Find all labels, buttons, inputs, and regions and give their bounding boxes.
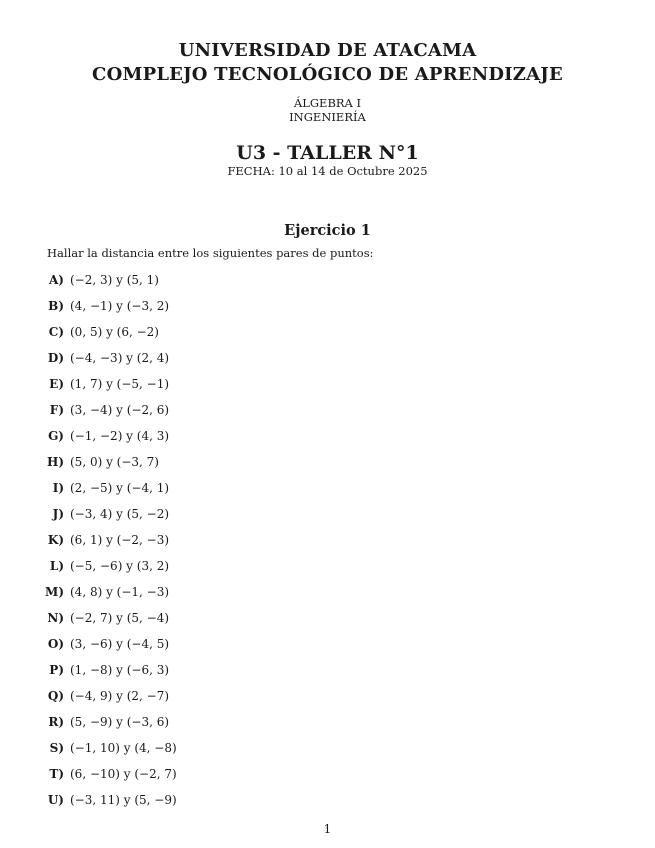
item-label: U) <box>47 793 64 807</box>
item-points: (0, 5) y (6, −2) <box>70 325 159 339</box>
list-item <box>30 374 177 400</box>
list-item <box>30 348 177 374</box>
item-label: T) <box>49 767 64 781</box>
list-item <box>30 504 177 530</box>
list-item <box>30 426 177 452</box>
item-label: F) <box>49 403 64 417</box>
item-points: (5, −9) y (−3, 6) <box>70 715 170 729</box>
item-points: (4, −1) y (−3, 2) <box>70 299 170 313</box>
page-title: U3 - TALLER N°1 <box>236 142 419 164</box>
item-label: Q) <box>47 689 64 703</box>
item-label: A) <box>49 273 64 287</box>
item-points: (−1, −2) y (4, 3) <box>70 429 170 443</box>
institution-subtitle: COMPLEJO TECNOLÓGICO DE APRENDIZAJE <box>92 64 563 85</box>
list-item <box>30 790 177 816</box>
item-points: (3, −4) y (−2, 6) <box>70 403 170 417</box>
item-points: (5, 0) y (−3, 7) <box>70 455 159 469</box>
item-label: K) <box>47 533 64 547</box>
list-item <box>30 296 177 322</box>
list-item <box>30 738 177 764</box>
course-name: ÁLGEBRA I <box>293 96 362 110</box>
list-item <box>30 556 177 582</box>
item-points: (−4, −3) y (2, 4) <box>70 351 170 365</box>
institution-name: UNIVERSIDAD DE ATACAMA <box>178 40 477 61</box>
list-item <box>30 400 177 426</box>
item-points: (6, −10) y (−2, 7) <box>70 767 177 781</box>
item-points: (−3, 4) y (5, −2) <box>70 507 170 521</box>
item-label: P) <box>49 663 64 677</box>
item-label: D) <box>47 351 64 365</box>
item-points: (−4, 9) y (2, −7) <box>70 689 170 703</box>
item-label: B) <box>48 299 64 313</box>
item-points: (−2, 7) y (5, −4) <box>70 611 170 625</box>
item-points: (−2, 3) y (5, 1) <box>70 273 159 287</box>
program-name: INGENIERÍA <box>289 110 366 124</box>
list-item <box>30 712 177 738</box>
item-label: E) <box>49 377 64 391</box>
item-points: (−3, 11) y (5, −9) <box>70 793 177 807</box>
item-points: (−5, −6) y (3, 2) <box>70 559 170 573</box>
exercise-instruction: Hallar la distancia entre los siguientes pares de puntos: <box>47 246 374 260</box>
item-label: L) <box>49 559 64 573</box>
list-item <box>30 270 177 296</box>
exercise-item-list <box>30 270 177 816</box>
list-item <box>30 634 177 660</box>
date-line: FECHA: 10 al 14 de Octubre 2025 <box>227 164 428 178</box>
item-points: (2, −5) y (−4, 1) <box>70 481 170 495</box>
item-label: I) <box>52 481 64 495</box>
list-item <box>30 686 177 712</box>
item-label: N) <box>47 611 64 625</box>
item-points: (4, 8) y (−1, −3) <box>70 585 170 599</box>
item-points: (1, −8) y (−6, 3) <box>70 663 170 677</box>
item-label: H) <box>46 455 64 469</box>
list-item <box>30 764 177 790</box>
list-item <box>30 608 177 634</box>
list-item <box>30 322 177 348</box>
item-points: (3, −6) y (−4, 5) <box>70 637 170 651</box>
item-label: G) <box>48 429 64 443</box>
item-points: (−1, 10) y (4, −8) <box>70 741 177 755</box>
item-points: (1, 7) y (−5, −1) <box>70 377 170 391</box>
item-label: J) <box>52 507 64 521</box>
item-label: C) <box>48 325 64 339</box>
item-label: M) <box>45 585 64 599</box>
list-item <box>30 530 177 556</box>
exercise-title: Ejercicio 1 <box>284 222 371 239</box>
page-number: 1 <box>323 822 332 836</box>
list-item <box>30 478 177 504</box>
list-item <box>30 660 177 686</box>
item-points: (6, 1) y (−2, −3) <box>70 533 170 547</box>
list-item <box>30 582 177 608</box>
item-label: S) <box>49 741 64 755</box>
list-item <box>30 452 177 478</box>
item-label: O) <box>47 637 64 651</box>
item-label: R) <box>48 715 64 729</box>
